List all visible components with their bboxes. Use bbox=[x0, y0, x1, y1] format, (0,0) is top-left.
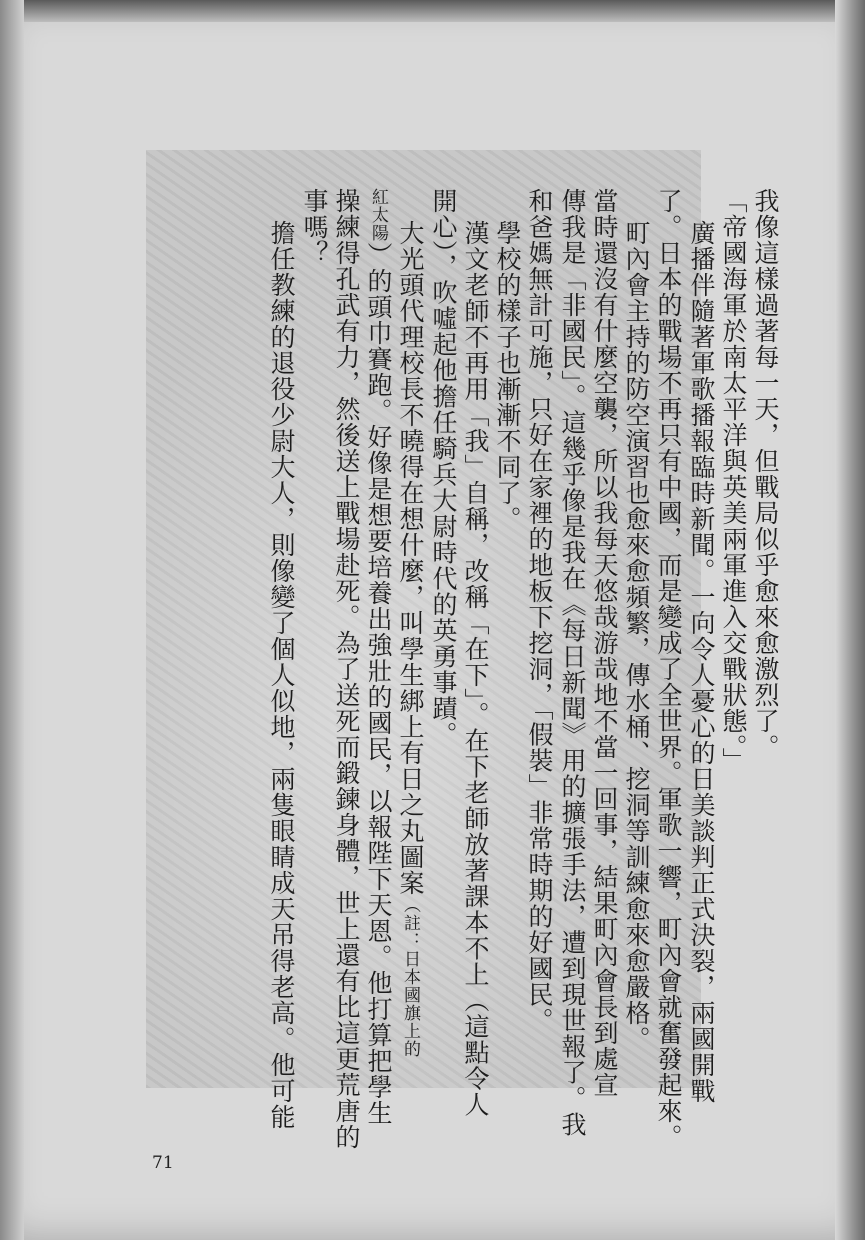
text-line-5: 町內會主持的防空演習也愈來愈頻繁，傳水桶、挖洞等訓練愈來愈嚴格。 bbox=[622, 220, 651, 1052]
text-line-7: 傳我是「非國民」。這幾乎像是我在《每日新聞》用的擴張手法，遭到現世報了。我 bbox=[558, 188, 587, 1138]
text-line-2: 「帝國海軍於南太平洋與英美兩軍進入交戰狀態。」 bbox=[719, 188, 748, 774]
text-line-15: 事嗎？ bbox=[300, 188, 329, 266]
text-line-13 bbox=[363, 188, 393, 1126]
page-left-edge bbox=[0, 0, 24, 1240]
page-top-shadow bbox=[0, 0, 865, 22]
text-line-16: 擔任教練的退役少尉大人，則像變了個人似地，兩隻眼睛成天吊得老高。他可能 bbox=[267, 220, 296, 1130]
text-line-6: 當時還沒有什麼空襲，所以我每天悠哉游哉地不當一回事，結果町內會長到處宣 bbox=[590, 188, 619, 1098]
text-line-1: 我像這樣過著每一天，但戰局似乎愈來愈激烈了。 bbox=[751, 188, 780, 760]
text-line-10: 漢文老師不再用「我」自稱，改稱「在下」。在下老師放著課本不上（這點令人 bbox=[461, 220, 490, 1118]
text-line-14: 操練得孔武有力，然後送上戰場赴死。為了送死而鍛鍊身體，世上還有比這更荒唐的 bbox=[332, 188, 361, 1150]
text-line-9: 學校的樣子也漸漸不同了。 bbox=[493, 220, 522, 532]
text-line-13-note: 紅太陽 bbox=[368, 188, 388, 242]
vertical-text-block bbox=[190, 188, 780, 1150]
text-line-12-main: 大光頭代理校長不曉得在想什麼，叫學生綁上有日之丸圖案 bbox=[396, 220, 425, 896]
text-line-12-note: （註：日本國旗上的 bbox=[400, 896, 420, 1058]
text-line-8: 和爸媽無計可施，只好在家裡的地板下挖洞，「假裝」非常時期的好國民。 bbox=[525, 188, 554, 1034]
text-line-12 bbox=[395, 220, 425, 1058]
text-line-13-main: ）的頭巾賽跑。好像是想要培養出強壯的國民，以報陛下天恩。他打算把學生 bbox=[364, 242, 393, 1126]
text-line-11: 開心），吹噓起他擔任騎兵大尉時代的英勇事蹟。 bbox=[429, 188, 458, 748]
text-line-4: 了。日本的戰場不再只有中國，而是變成了全世界。軍歌一響，町內會就奮發起來。 bbox=[654, 188, 683, 1150]
page-number: 71 bbox=[152, 1153, 174, 1173]
page-right-edge bbox=[835, 0, 865, 1240]
text-line-3: 廣播伴隨著軍歌播報臨時新聞。一向令人憂心的日美談判正式決裂，兩國開戰 bbox=[687, 220, 716, 1104]
